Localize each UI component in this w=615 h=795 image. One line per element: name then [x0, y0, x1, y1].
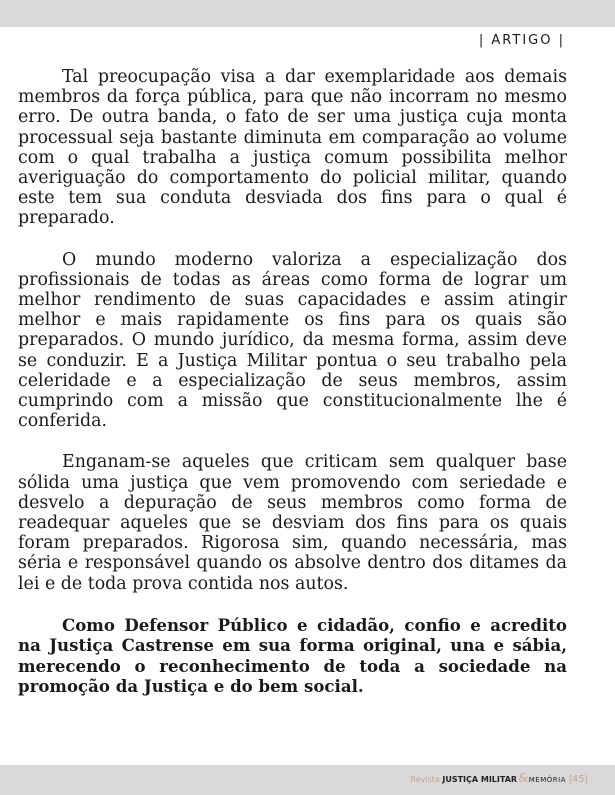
- footer-revista: Revista: [410, 775, 440, 784]
- footer-ampersand: &: [518, 771, 529, 785]
- paragraph: O mundo moderno valoriza a especialização dos profissionais de todas as áreas como forma de lograr um melhor rendimento de suas capacidades e assim atingir melhor e mais rapidamente os fins para os quais são preparados. O mundo jurídico, da mesma forma, assim deve se conduzir. E a Justiça Militar pontua o seu trabalho pela celeridade e a especialização de seus membros, assim cumprindo com a missão que constitucionalmente lhe é conferida.: [18, 249, 567, 432]
- article-body: [18, 67, 567, 718]
- footer-memoria: MEMÓRIA: [528, 776, 566, 784]
- section-label: | ARTIGO |: [478, 33, 565, 48]
- paragraph: Tal preocupação visa a dar exemplaridade aos demais membros da força pública, para que não incorram no mesmo erro. De outra banda, o fato de ser uma justiça cuja monta processual seja bastante diminuta em comparação ao volume com o qual trabalha a justiça comum possibilita melhor averiguação do comportamento do policial militar, quando este tem sua conduta desviada dos fins para o qual é preparado.: [18, 67, 567, 229]
- page-footer: [411, 771, 589, 785]
- paragraph: Enganam-se aqueles que criticam sem qualquer base sólida uma justiça que vem promovendo com seriedade e desvelo a depuração de seus membros como forma de readequar aqueles que se desviam dos fins para os quais foram preparados. Rigorosa sim, quando necessária, mas séria e responsável quando os absolve dentro dos ditames da lei e de toda prova contida nos autos.: [18, 452, 567, 594]
- footer-magazine-title: JUSTIÇA MILITAR: [442, 775, 518, 784]
- page: [0, 27, 615, 765]
- page-number: |45|: [568, 774, 588, 785]
- closing-paragraph: Como Defensor Público e cidadão, confio e acredito na Justiça Castrense em sua forma original, una e sábia, merecendo o reconhecimento de toda a sociedade na promoção da Justiça e do bem social.: [18, 614, 567, 697]
